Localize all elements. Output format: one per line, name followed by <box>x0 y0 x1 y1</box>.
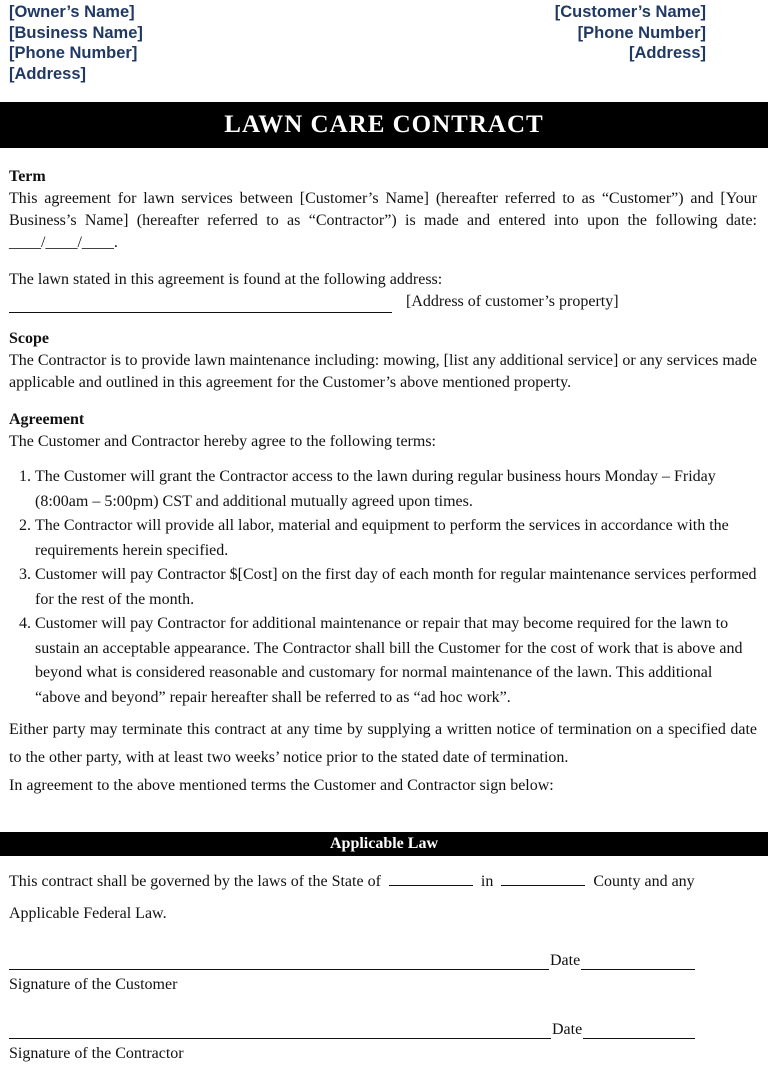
address-intro: The lawn stated in this agreement is found at the following address: <box>9 271 443 288</box>
scope-paragraph: The Contractor is to provide lawn maintenance including: mowing, [list any additional service] or any services made applicable and outlined in this agreement for the Customer’s above mentioned property. <box>9 352 757 391</box>
state-blank <box>389 871 473 886</box>
address-line <box>9 291 757 313</box>
address-placeholder: [Address of customer’s property] <box>406 293 619 310</box>
customer-date-line <box>581 953 695 970</box>
law-text-b: in <box>480 873 494 890</box>
contractor-signature-line <box>9 1022 551 1039</box>
agreement-heading: Agreement <box>9 411 85 428</box>
document-title: LAWN CARE CONTRACT <box>224 111 544 138</box>
customer-address: [Address] <box>628 44 706 62</box>
applicable-law-banner <box>0 832 768 856</box>
law-text-d: Applicable Federal Law. <box>9 905 167 922</box>
list-item: 4. Customer will pay Contractor for additional maintenance or repair that may become required for the lawn to sustain an acceptable appearance. The Contractor shall bill the Customer for the cost of work that is above and beyond what is considered reasonable and customary for normal maintenance of the lawn. This additional “above and beyond” repair hereafter shall be referred to as “ad hoc work”. <box>35 612 757 710</box>
agreement-terms-list <box>9 465 757 710</box>
law-text-c: County and any <box>593 873 695 890</box>
term-paragraph: This agreement for lawn services between [Customer’s Name] (hereafter referred to as “Customer”) and [Your Business’s Name] (hereafter referred to as “Contractor”) is made and entered into upon the following date: ____/____/____. <box>9 190 757 251</box>
contractor-date-line <box>583 1022 695 1039</box>
list-item: 3. Customer will pay Contractor $[Cost] on the first day of each month for regular maintenance services performed for the rest of the month. <box>35 563 757 612</box>
title-banner <box>0 102 768 148</box>
applicable-law-heading: Applicable Law <box>329 835 438 852</box>
agreement-intro: The Customer and Contractor hereby agree to the following terms: <box>9 433 436 450</box>
contractor-signature-block <box>9 1021 695 1063</box>
county-blank <box>501 871 585 886</box>
owner-name: [Owner’s Name] <box>9 3 135 21</box>
customer-signature-block <box>9 952 695 994</box>
contractor-signature-caption: Signature of the Contractor <box>9 1045 184 1062</box>
list-item: 1. The Customer will grant the Contractor access to the lawn during regular business hours Monday – Friday (8:00am – 5:00pm) CST and additional mutually agreed upon times. <box>35 465 757 514</box>
address-blank <box>9 298 392 313</box>
owner-address: [Address] <box>9 64 87 83</box>
law-text-a: This contract shall be governed by the laws of the State of <box>9 873 381 890</box>
business-name: [Business Name] <box>9 23 143 42</box>
customer-signature-caption: Signature of the Customer <box>9 976 178 993</box>
applicable-law-text <box>9 866 757 930</box>
customer-phone: [Phone Number] <box>577 23 706 42</box>
customer-name: [Customer’s Name] <box>554 3 706 21</box>
termination-paragraph: Either party may terminate this contract at any time by supplying a written notice of termination on a specified date to the other party, with at least two weeks’ notice prior to the stated date of termination. <box>9 721 757 766</box>
list-item: 2. The Contractor will provide all labor, material and equipment to perform the services in accordance with the requirements herein specified. <box>35 514 757 563</box>
customer-date-label: Date <box>550 952 581 969</box>
owner-phone: [Phone Number] <box>9 44 138 62</box>
contract-body <box>9 166 757 800</box>
customer-signature-line <box>9 953 549 970</box>
owner-info <box>9 2 143 84</box>
customer-info <box>555 2 706 64</box>
term-heading: Term <box>9 168 46 185</box>
contractor-date-label: Date <box>552 1021 583 1038</box>
scope-heading: Scope <box>9 330 49 347</box>
closing-paragraph: In agreement to the above mentioned terms the Customer and Contractor sign below: <box>9 777 554 794</box>
